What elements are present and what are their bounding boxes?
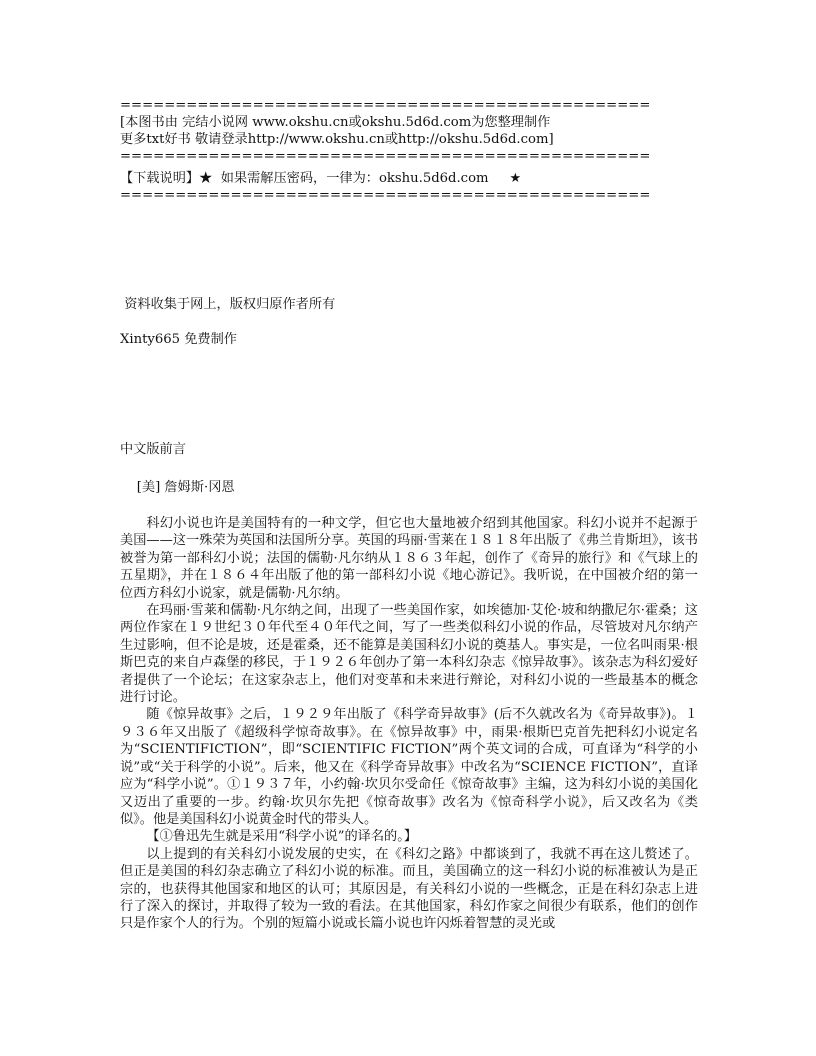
separator-line: ================================================ — [120, 188, 651, 203]
footnote: 【①鲁迅先生就是采用“科学小说”的译名的。】 — [146, 829, 418, 845]
preface-title: 中文版前言 — [120, 442, 186, 457]
paragraph: 在玛丽·雪莱和儒勒·凡尔纳之间，出现了一些美国作家，如埃德加·艾伦·坡和纳撒尼尔·霍桑；这两位作家在１９世纪３０年代至４０年代之间，写了一些类似科幻小说的作品，尽管坡对凡尔纳产生过影响，但不论是坡，还是霍桑，还不能算是美国科幻小说的奠基人。事实是，一位名叫雨果·根斯巴克的来自卢森堡的移民，于１９２６年创办了第一本科幻杂志《惊异故事》。该杂志为科幻爱好者提供了一个论坛；在这家杂志上，他们对变革和未来进行辩论，对科幻小说的一些最基本的概念进行讨论。 — [120, 603, 698, 706]
preface-author: [美] 詹姆斯·冈恩 — [120, 480, 235, 495]
copyright-notice: 资料收集于网上，版权归原作者所有 — [120, 297, 336, 312]
more-books-line: 更多txt好书 敬请登录http://www.okshu.cn或http://okshu.5d6d.com] — [120, 132, 554, 147]
paragraph: 随《惊异故事》之后，１９２９年出版了《科学奇异故事》(后不久就改名为《奇异故事》)。１９３６年又出版了《超级科学惊奇故事》。在《惊异故事》中，雨果·根斯巴克首先把科幻小说定名为“SCIENTIFICTION”，即“SCIENTIFIC FICTION”两个英文词的合成，可直译为“科学的小说”或“关于科学的小说”。后来，他又在《科学奇异故事》中改名为“SCIENCE FICTION”，直译应为“科学小说”。①１９３７年，小约翰·坎贝尔受命任《惊奇故事》主编，这为科幻小说的美国化又迈出了重要的一步。约翰·坎贝尔先把《惊奇故事》改名为《惊奇科学小说》，后又改名为《类似》。他是美国科幻小说黄金时代的带头人。 — [120, 707, 698, 827]
separator-line: ================================================ — [120, 98, 651, 113]
preface-body — [120, 515, 698, 933]
separator-line: ================================================ — [120, 149, 651, 164]
source-line: [本图书由 完结小说网 www.okshu.cn或okshu.5d6d.com为您整理制作 — [120, 115, 551, 130]
paragraph: 以上提到的有关科幻小说发展的史实，在《科幻之路》中都谈到了，我就不再在这儿赘述了。但正是美国的科幻杂志确立了科幻小说的标准。而且，美国确立的这一科幻小说的标准被认为是正宗的，也获得其他国家和地区的认可；其原因是，有关科幻小说的一些概念，正是在科幻杂志上进行了深入的探讨，并取得了较为一致的看法。在其他国家，科幻作家之间很少有联系，他们的创作只是作家个人的行为。个别的短篇小说或长篇小说也许闪烁着智慧的灵光或 — [120, 846, 698, 932]
paragraph: 科幻小说也许是美国特有的一种文学，但它也大量地被介绍到其他国家。科幻小说并不起源于美国——这一殊荣为英国和法国所分享。英国的玛丽·雪莱在１８１８年出版了《弗兰肯斯坦》，该书被誉为第一部科幻小说；法国的儒勒·凡尔纳从１８６３年起，创作了《奇异的旅行》和《气球上的五星期》，并在１８６４年出版了他的第一部科幻小说《地心游记》。我听说，在中国被介绍的第一位西方科幻小说家，就是儒勒·凡尔纳。 — [120, 516, 698, 601]
maker-credit: Xinty665 免费制作 — [120, 332, 237, 347]
download-note: 【下载说明】★ 如果需解压密码，一律为：okshu.5d6d.com ★ — [120, 171, 522, 186]
